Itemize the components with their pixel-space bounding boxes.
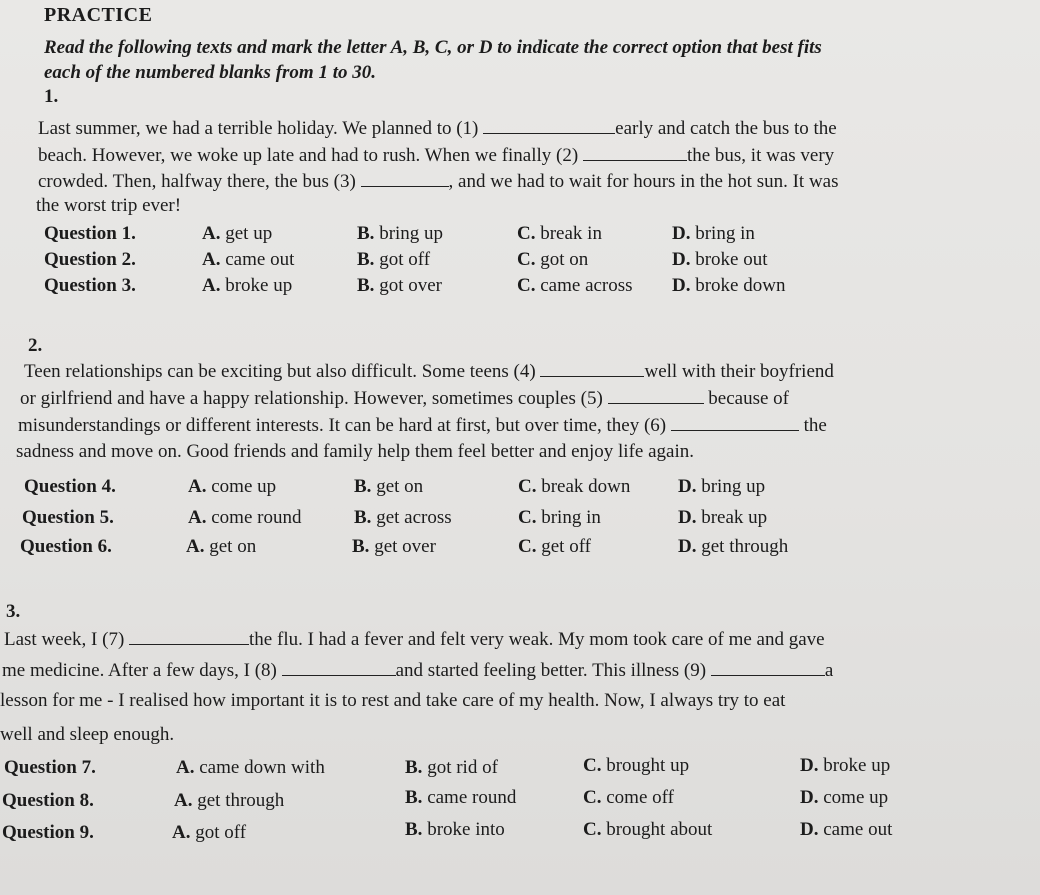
q1-option-a[interactable]: A. get up	[202, 223, 273, 244]
question-6-row: Question 6.	[20, 536, 112, 557]
passage-3-line-4: well and sleep enough.	[0, 724, 175, 745]
question-2-row: Question 2.	[44, 249, 136, 270]
blank-2	[583, 144, 687, 161]
q3-option-b[interactable]: B. got over	[357, 275, 442, 296]
passage-3-line-3: lesson for me - I realised how important it is to rest and take care of my health. Now, I always try to eat	[0, 690, 786, 711]
q1-option-b[interactable]: B. bring up	[357, 223, 444, 244]
q3-option-c[interactable]: C. came across	[517, 275, 633, 296]
blank-5	[608, 387, 704, 404]
passage-3-line-1: Last week, I (7) the flu. I had a fever and felt very weak. My mom took care of me and gave	[4, 629, 825, 650]
blank-3	[361, 170, 449, 187]
q7-option-a[interactable]: A. came down with	[176, 757, 325, 778]
q7-option-b[interactable]: B. got rid of	[405, 757, 498, 778]
q9-option-d[interactable]: D. came out	[800, 819, 893, 840]
blank-7	[129, 628, 249, 645]
passage-2-line-4: sadness and move on. Good friends and family help them feel better and enjoy life again.	[16, 441, 694, 462]
blank-4	[540, 360, 644, 377]
q2-option-d[interactable]: D. broke out	[672, 249, 768, 270]
q8-option-a[interactable]: A. get through	[174, 790, 285, 811]
q2-option-c[interactable]: C. got on	[517, 249, 589, 270]
instructions-line-2: each of the numbered blanks from 1 to 30.	[44, 62, 376, 83]
q3-option-a[interactable]: A. broke up	[202, 275, 293, 296]
passage-1-number: 1.	[44, 86, 59, 107]
passage-2-line-3: misunderstandings or different interests. It can be hard at first, but over time, they (6) the	[18, 415, 827, 436]
passage-1-line-1: Last summer, we had a terrible holiday. We planned to (1) early and catch the bus to the	[38, 118, 837, 139]
blank-9	[711, 659, 825, 676]
q6-option-d[interactable]: D. get through	[678, 536, 789, 557]
q5-option-a[interactable]: A. come round	[188, 507, 302, 528]
passage-1-line-2: beach. However, we woke up late and had to rush. When we finally (2) the bus, it was very	[38, 145, 835, 166]
passage-2-line-2: or girlfriend and have a happy relationship. However, sometimes couples (5) because of	[20, 388, 790, 409]
passage-2-number: 2.	[28, 335, 43, 356]
passage-1-line-3: crowded. Then, halfway there, the bus (3) , and we had to wait for hours in the hot sun. It was	[38, 171, 839, 192]
q4-option-d[interactable]: D. bring up	[678, 476, 766, 497]
q3-option-d[interactable]: D. broke down	[672, 275, 786, 296]
q2-option-a[interactable]: A. came out	[202, 249, 295, 270]
q2-option-b[interactable]: B. got off	[357, 249, 431, 270]
question-5-row: Question 5.	[22, 507, 114, 528]
q8-option-c[interactable]: C. come off	[583, 787, 674, 808]
question-4-row: Question 4.	[24, 476, 116, 497]
passage-2-line-1: Teen relationships can be exciting but also difficult. Some teens (4) well with their boyfriend	[24, 361, 834, 382]
q9-option-b[interactable]: B. broke into	[405, 819, 505, 840]
q5-option-b[interactable]: B. get across	[354, 507, 452, 528]
q6-option-c[interactable]: C. get off	[518, 536, 592, 557]
q8-option-d[interactable]: D. come up	[800, 787, 889, 808]
passage-3-line-2: me medicine. After a few days, I (8) and started feeling better. This illness (9) a	[2, 660, 834, 681]
q7-option-c[interactable]: C. brought up	[583, 755, 690, 776]
question-9-row: Question 9.	[2, 822, 94, 843]
blank-6	[671, 414, 799, 431]
q5-option-c[interactable]: C. bring in	[518, 507, 601, 528]
q7-option-d[interactable]: D. broke up	[800, 755, 891, 776]
question-7-row: Question 7.	[4, 757, 96, 778]
q5-option-d[interactable]: D. break up	[678, 507, 768, 528]
q8-option-b[interactable]: B. came round	[405, 787, 517, 808]
q9-option-c[interactable]: C. brought about	[583, 819, 713, 840]
question-8-row: Question 8.	[2, 790, 94, 811]
page-title: PRACTICE	[44, 4, 153, 26]
q6-option-b[interactable]: B. get over	[352, 536, 436, 557]
blank-1	[483, 117, 615, 134]
q4-option-c[interactable]: C. break down	[518, 476, 631, 497]
passage-1-line-4: the worst trip ever!	[36, 195, 182, 216]
question-3-row: Question 3.	[44, 275, 136, 296]
q6-option-a[interactable]: A. get on	[186, 536, 257, 557]
q4-option-b[interactable]: B. get on	[354, 476, 424, 497]
q1-option-c[interactable]: C. break in	[517, 223, 602, 244]
question-1-row: Question 1.	[44, 223, 136, 244]
blank-8	[282, 659, 396, 676]
instructions-line-1: Read the following texts and mark the letter A, B, C, or D to indicate the correct option that best fits	[44, 37, 822, 58]
q9-option-a[interactable]: A. got off	[172, 822, 247, 843]
passage-3-number: 3.	[6, 601, 21, 622]
q4-option-a[interactable]: A. come up	[188, 476, 277, 497]
q1-option-d[interactable]: D. bring in	[672, 223, 755, 244]
